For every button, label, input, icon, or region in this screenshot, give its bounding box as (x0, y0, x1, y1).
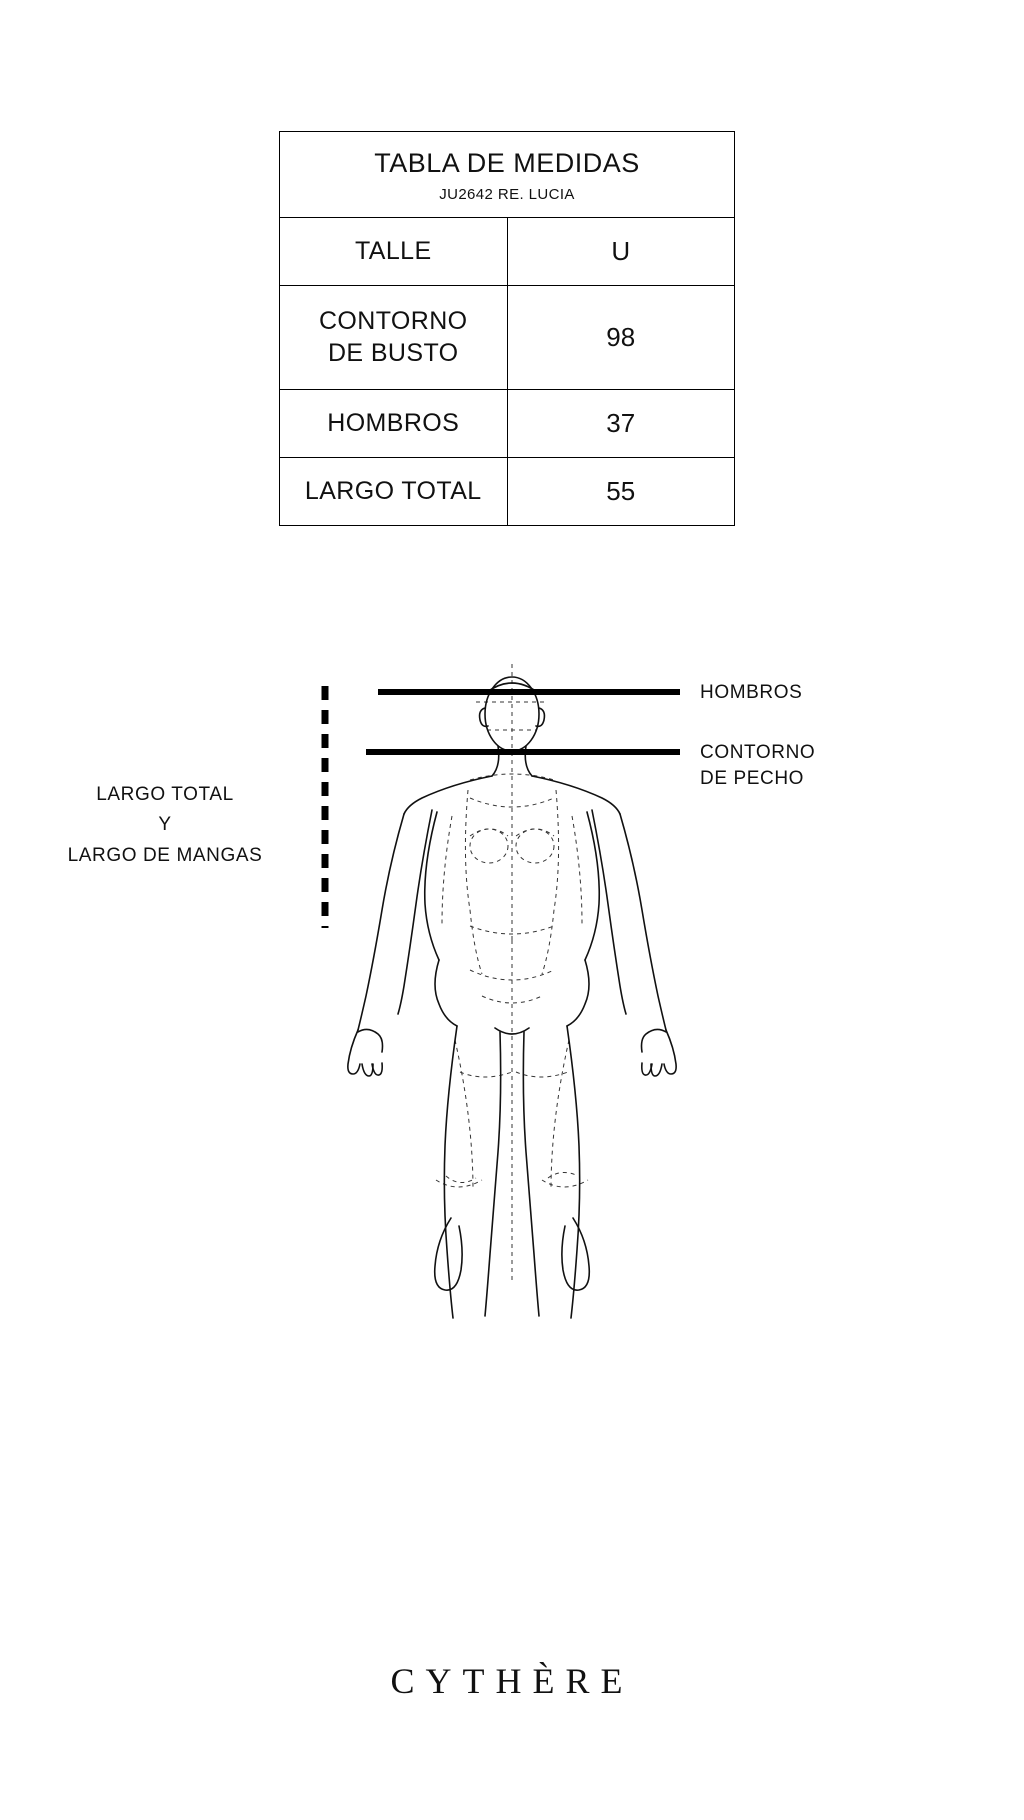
table-row (280, 286, 735, 390)
label-hombros: HOMBROS (700, 682, 803, 703)
row-label-hombros: HOMBROS (280, 389, 508, 457)
label-largo-line2: Y (158, 814, 172, 836)
croqui-figure-icon (0, 640, 1024, 1460)
label-largo-line1: LARGO TOTAL (96, 784, 234, 805)
row-label-contorno-busto (280, 286, 508, 390)
row-value-largo-total: 55 (507, 458, 735, 526)
table-row (280, 389, 735, 457)
label-contorno-line2: DE PECHO (700, 767, 805, 789)
size-chart (279, 131, 735, 526)
table-title-cell (280, 132, 735, 218)
row-label-talle: TALLE (280, 218, 508, 286)
row-value-talle: U (507, 218, 735, 286)
page-title: TABLA DE MEDIDAS (374, 148, 640, 178)
row-label-largo-total: LARGO TOTAL (280, 458, 508, 526)
table-title-row (280, 132, 735, 218)
label-largo-total-y-mangas (30, 780, 300, 871)
brand-logo: CYTHÈRE (390, 1661, 634, 1701)
row-label-line1: CONTORNO (318, 307, 468, 336)
table-row (280, 218, 735, 286)
label-contorno-de-pecho (700, 740, 815, 791)
table-row (280, 458, 735, 526)
measurements-table (279, 131, 735, 526)
label-largo-line3: LARGO DE MANGAS (67, 844, 263, 866)
measurement-diagram (0, 640, 1024, 1460)
product-code: JU2642 RE. LUCIA (439, 186, 575, 204)
label-contorno-line1: CONTORNO (700, 742, 816, 763)
row-label-line2: DE BUSTO (327, 338, 459, 367)
row-value-contorno-busto: 98 (507, 286, 735, 390)
row-value-hombros: 37 (507, 389, 735, 457)
